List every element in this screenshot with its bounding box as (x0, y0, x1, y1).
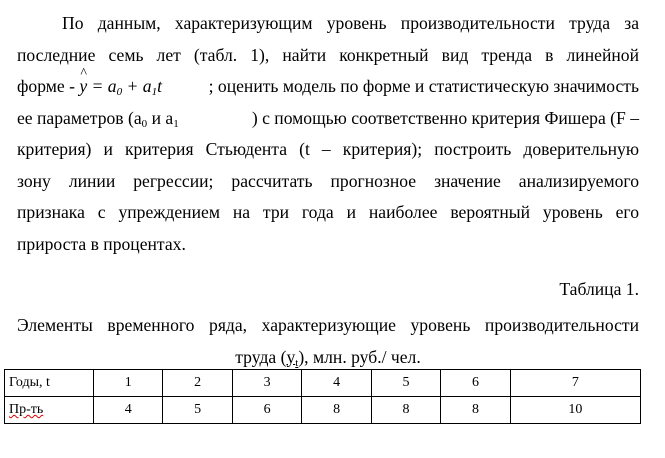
line4-left (17, 103, 179, 135)
table-cell: 4 (302, 370, 371, 397)
table-cell: 6 (441, 370, 510, 397)
productivity-label: Пр-ть (9, 402, 44, 417)
table-cell: 8 (441, 397, 510, 424)
paragraph-line-2: последние семь лет (табл. 1), найти конкретный вид тренда в линейной (17, 44, 639, 65)
table-title-line-1: Элементы временного ряда, характеризующие уровень производительности (17, 315, 639, 335)
table-cell: 6 (232, 397, 301, 424)
formula-y-hat: ^ y (79, 71, 87, 103)
paragraph-line-5: критерия) и критерия Стьюдента (t – критерия); построить доверительную (17, 139, 639, 159)
line4-a: ее параметров (a (17, 107, 142, 128)
table-cell: 10 (510, 397, 640, 424)
table-cell: 1 (94, 370, 163, 397)
line4-c: ) с помощью соответственно критерия Фишера (F – (251, 107, 639, 128)
task-paragraph (17, 8, 639, 260)
line4-sub1: 1 (173, 117, 179, 130)
trend-formula (79, 76, 162, 96)
table-cell: 8 (302, 397, 371, 424)
table-title (17, 310, 639, 373)
table-number: Таблица 1. (559, 279, 639, 299)
table-cell: 5 (163, 397, 232, 424)
formula-plus: + a (122, 76, 152, 96)
table-cell: 3 (232, 370, 301, 397)
title-y: y (286, 346, 296, 367)
line3-left (17, 71, 162, 103)
title-line2-a: труда ( (235, 346, 287, 367)
row-label-years: Годы, t (5, 370, 94, 397)
table-cell: 5 (371, 370, 440, 397)
table-row (5, 370, 641, 397)
paragraph-line-1: По данным, характеризующим уровень производительности труда за (62, 13, 639, 33)
paragraph-line-7: признака с упреждением на три года и наиболее вероятный уровень его (17, 202, 639, 222)
table-row (5, 397, 641, 424)
paragraph-line-4 (17, 103, 639, 135)
formula-sub0: 0 (116, 86, 123, 98)
formula-eq: = a (87, 76, 117, 96)
table-cell: 7 (510, 370, 640, 397)
row-label-productivity (5, 397, 94, 424)
line3-prefix: форме - (17, 76, 80, 96)
table-cell: 4 (94, 397, 163, 424)
paragraph-line-8: прироста в процентах. (17, 233, 186, 254)
table-cell: 8 (371, 397, 440, 424)
line3-suffix: ; оценить модель по форме и статистическую значимость (208, 76, 639, 96)
formula-t: t (157, 76, 162, 96)
formula-sub1: 1 (151, 86, 158, 98)
paragraph-line-6: зону линии регрессии; рассчитать прогнозное значение анализируемого (17, 170, 639, 191)
title-line2-b: ), млн. руб./ чел. (298, 346, 421, 367)
table-cell: 2 (163, 370, 232, 397)
line4-b: и a (147, 107, 174, 128)
line4-sub0: 0 (141, 117, 148, 130)
data-table (4, 369, 641, 424)
paragraph-line-3 (17, 71, 639, 103)
title-sub-t: t (295, 356, 299, 369)
